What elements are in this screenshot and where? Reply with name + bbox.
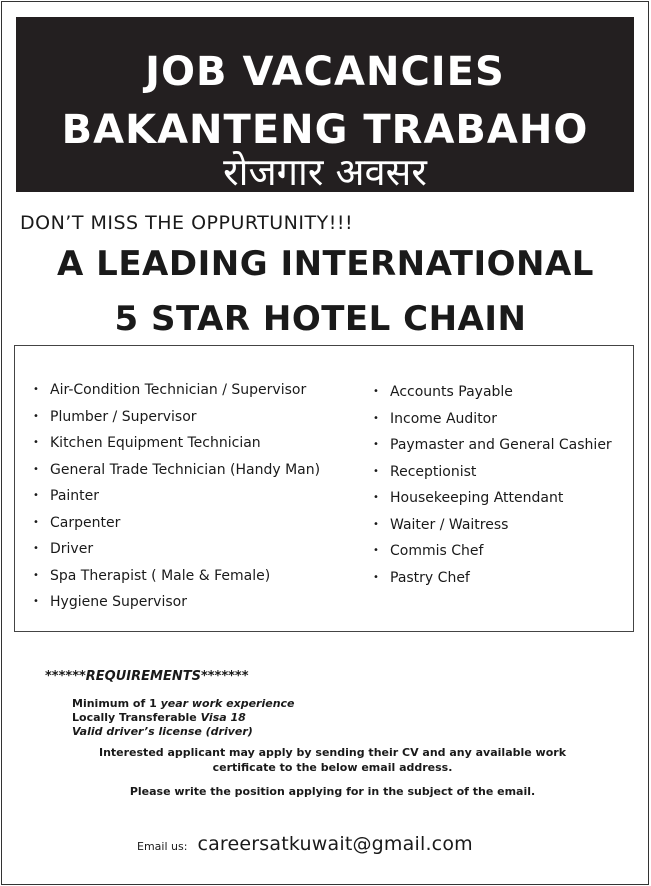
requirement-experience: [72, 697, 295, 711]
bullet-icon: •: [33, 410, 39, 422]
bullet-icon: •: [33, 516, 39, 528]
bullet-icon: •: [373, 439, 379, 450]
company-line-1: A LEADING INTERNATIONAL: [57, 244, 594, 284]
company-line-2: 5 STAR HOTEL CHAIN: [114, 299, 527, 339]
list-item: [33, 540, 320, 567]
bullet-icon: •: [373, 386, 379, 397]
list-item: [373, 383, 612, 410]
contact-row: [137, 833, 473, 855]
title-english: JOB VACANCIES: [145, 49, 505, 95]
job-title: Waiter / Waitress: [390, 516, 509, 533]
list-item: [373, 542, 612, 569]
email-label: Email us:: [137, 840, 188, 853]
requirement-text: Locally Transferable: [72, 711, 201, 724]
list-item: [33, 434, 320, 461]
header-banner: [16, 17, 634, 192]
subject-instructions: Please write the position applying for in the subject of the email.: [129, 785, 536, 798]
apply-line-1: Interested applicant may apply by sending their CV and any available work: [98, 746, 567, 759]
list-item: [33, 514, 320, 541]
requirement-license: [72, 725, 295, 739]
list-item: [373, 463, 612, 490]
application-instructions: [0, 745, 651, 775]
bullet-icon: •: [33, 437, 39, 448]
list-item: [33, 461, 320, 488]
job-title: Income Auditor: [390, 410, 498, 427]
list-item: [373, 436, 612, 463]
list-item: [373, 489, 612, 516]
requirement-visa: [72, 711, 295, 725]
job-list-box: [14, 345, 634, 632]
title-tagalog: BAKANTENG TRABAHO: [61, 107, 589, 153]
list-item: [373, 410, 612, 437]
requirement-emphasis: year work experience: [160, 697, 295, 710]
job-title: Accounts Payable: [390, 384, 513, 400]
job-title: Painter: [50, 488, 100, 504]
list-item: [373, 569, 612, 596]
bullet-icon: •: [33, 569, 39, 581]
requirements-title: ******REQUIREMENTS*******: [45, 669, 249, 684]
bullet-icon: •: [373, 545, 379, 556]
job-title: Commis Chef: [390, 543, 484, 559]
bullet-icon: •: [33, 543, 39, 554]
job-title: Driver: [50, 541, 94, 557]
job-list-right: [373, 383, 612, 595]
job-title: Hygiene Supervisor: [50, 594, 187, 610]
list-item: [33, 381, 320, 408]
bullet-icon: •: [33, 490, 39, 501]
requirements-list: [72, 697, 295, 739]
job-title: Paymaster and General Cashier: [390, 437, 612, 453]
bullet-icon: •: [33, 596, 39, 607]
requirement-emphasis: Valid driver’s license (driver): [72, 725, 253, 738]
job-title: Kitchen Equipment Technician: [50, 435, 261, 451]
job-title: Carpenter: [50, 514, 121, 531]
requirement-emphasis: Visa 18: [200, 711, 246, 724]
title-nepali: रोजगार अवसर: [223, 150, 427, 194]
job-title: Plumber / Supervisor: [50, 408, 197, 425]
email-address: careersatkuwait@gmail.com: [197, 833, 473, 855]
job-title: Air-Condition Technician / Supervisor: [50, 382, 307, 398]
tagline: DON’T MISS THE OPPURTUNITY!!!: [20, 212, 354, 234]
job-title: Spa Therapist ( Male & Female): [50, 567, 271, 584]
bullet-icon: •: [373, 492, 379, 503]
job-title: General Trade Technician (Handy Man): [50, 461, 321, 478]
bullet-icon: •: [373, 518, 379, 530]
job-list-left: [33, 381, 320, 620]
requirement-text: Minimum of 1: [72, 697, 161, 710]
list-item: [33, 567, 320, 594]
bullet-icon: •: [373, 465, 379, 477]
job-title: Receptionist: [390, 463, 477, 480]
bullet-icon: •: [33, 463, 39, 475]
job-title: Pastry Chef: [390, 569, 470, 586]
list-item: [373, 516, 612, 543]
bullet-icon: •: [33, 384, 39, 395]
apply-line-2: certificate to the below email address.: [212, 761, 453, 774]
list-item: [33, 408, 320, 435]
list-item: [33, 593, 320, 620]
bullet-icon: •: [373, 571, 379, 583]
list-item: [33, 487, 320, 514]
bullet-icon: •: [373, 412, 379, 424]
job-title: Housekeeping Attendant: [390, 490, 564, 506]
